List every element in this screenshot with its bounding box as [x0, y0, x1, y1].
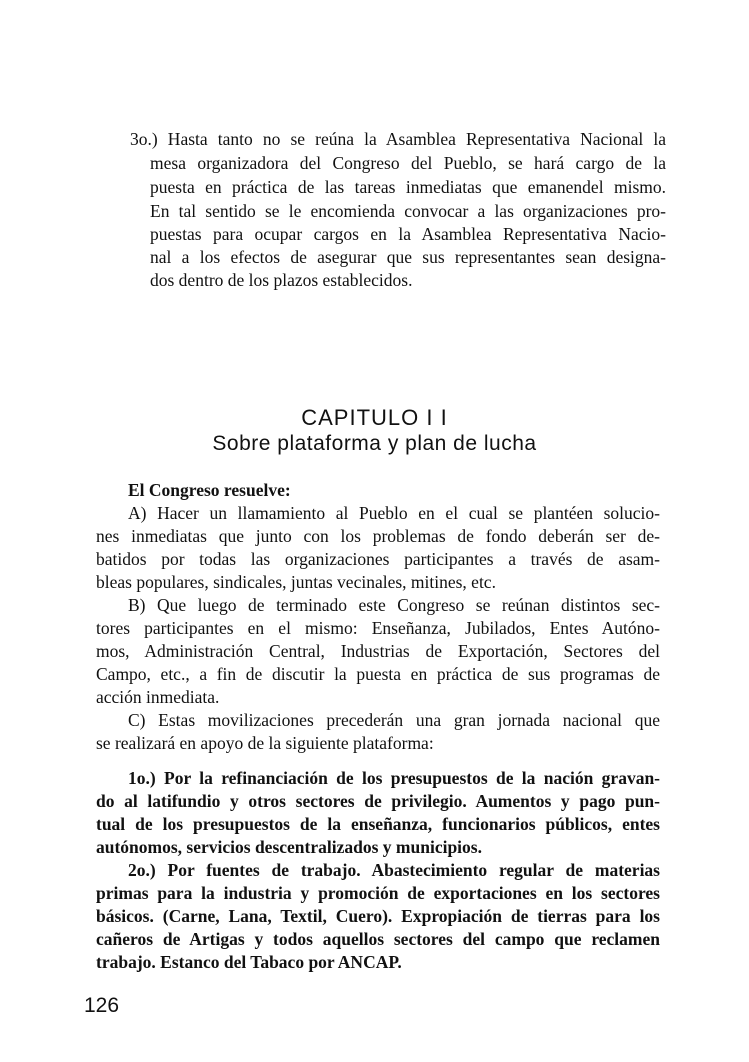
text-line: bleas populares, sindicales, juntas vecinales, mitines, etc.	[96, 572, 496, 592]
text-line: puestas para ocupar cargos en la Asamblea Representativa Nacio-	[150, 224, 666, 244]
text-line: C) Estas movilizaciones precederán una gran jornada nacional que	[128, 710, 660, 730]
text-line: se realizará en apoyo de la siguiente plataforma:	[96, 733, 434, 753]
page-number: 126	[84, 994, 120, 1017]
resolves-intro: El Congreso resuelve:	[128, 480, 291, 500]
text-line: autónomos, servicios descentralizados y municipios.	[96, 837, 482, 857]
text-line: 3o.) Hasta tanto no se reúna la Asamblea Representativa Nacional la	[130, 129, 666, 149]
text-line: nal a los efectos de asegurar que sus representantes sean designa-	[150, 247, 666, 267]
text-line: primas para la industria y promoción de exportaciones en los sectores	[96, 883, 660, 903]
text-line: 1o.) Por la refinanciación de los presupuestos de la nación gravan-	[128, 768, 660, 788]
text-line: mesa organizadora del Congreso del Pueblo, se hará cargo de la	[150, 153, 666, 173]
text-line: B) Que luego de terminado este Congreso se reúnan distintos sec-	[128, 595, 660, 615]
text-line: básicos. (Carne, Lana, Textil, Cuero). Expropiación de tierras para los	[96, 906, 660, 926]
text-line: mos, Administración Central, Industrias de Exportación, Sectores del	[96, 641, 660, 661]
text-line: Campo, etc., a fin de discutir la puesta en práctica de sus programas de	[96, 664, 660, 684]
text-line: 2o.) Por fuentes de trabajo. Abastecimiento regular de materias	[128, 860, 660, 880]
text-line: batidos por todas las organizaciones participantes a través de asam-	[96, 549, 660, 569]
text-line: acción inmediata.	[96, 687, 220, 707]
text-line: do al latifundio y otros sectores de privilegio. Aumentos y pago pun-	[96, 791, 660, 811]
text-line: nes inmediatas que junto con los problemas de fondo deberán ser de-	[96, 526, 660, 546]
text-line: tual de los presupuestos de la enseñanza, funcionarios públicos, entes	[96, 814, 660, 834]
text-line: puesta en práctica de las tareas inmediatas que emanendel mismo.	[150, 177, 666, 197]
chapter-title: CAPITULO I I	[301, 405, 448, 430]
text-line: A) Hacer un llamamiento al Pueblo en el cual se plantéen solucio-	[128, 503, 660, 523]
text-line: dos dentro de los plazos establecidos.	[150, 270, 413, 290]
text-line: trabajo. Estanco del Tabaco por ANCAP.	[96, 952, 402, 972]
text-line: En tal sentido se le encomienda convocar a las organizaciones pro-	[150, 201, 666, 221]
chapter-subtitle: Sobre plataforma y plan de lucha	[212, 432, 537, 455]
text-line: tores participantes en el mismo: Enseñanza, Jubilados, Entes Autóno-	[96, 618, 660, 638]
text-line: cañeros de Artigas y todos aquellos sectores del campo que reclamen	[96, 929, 660, 949]
